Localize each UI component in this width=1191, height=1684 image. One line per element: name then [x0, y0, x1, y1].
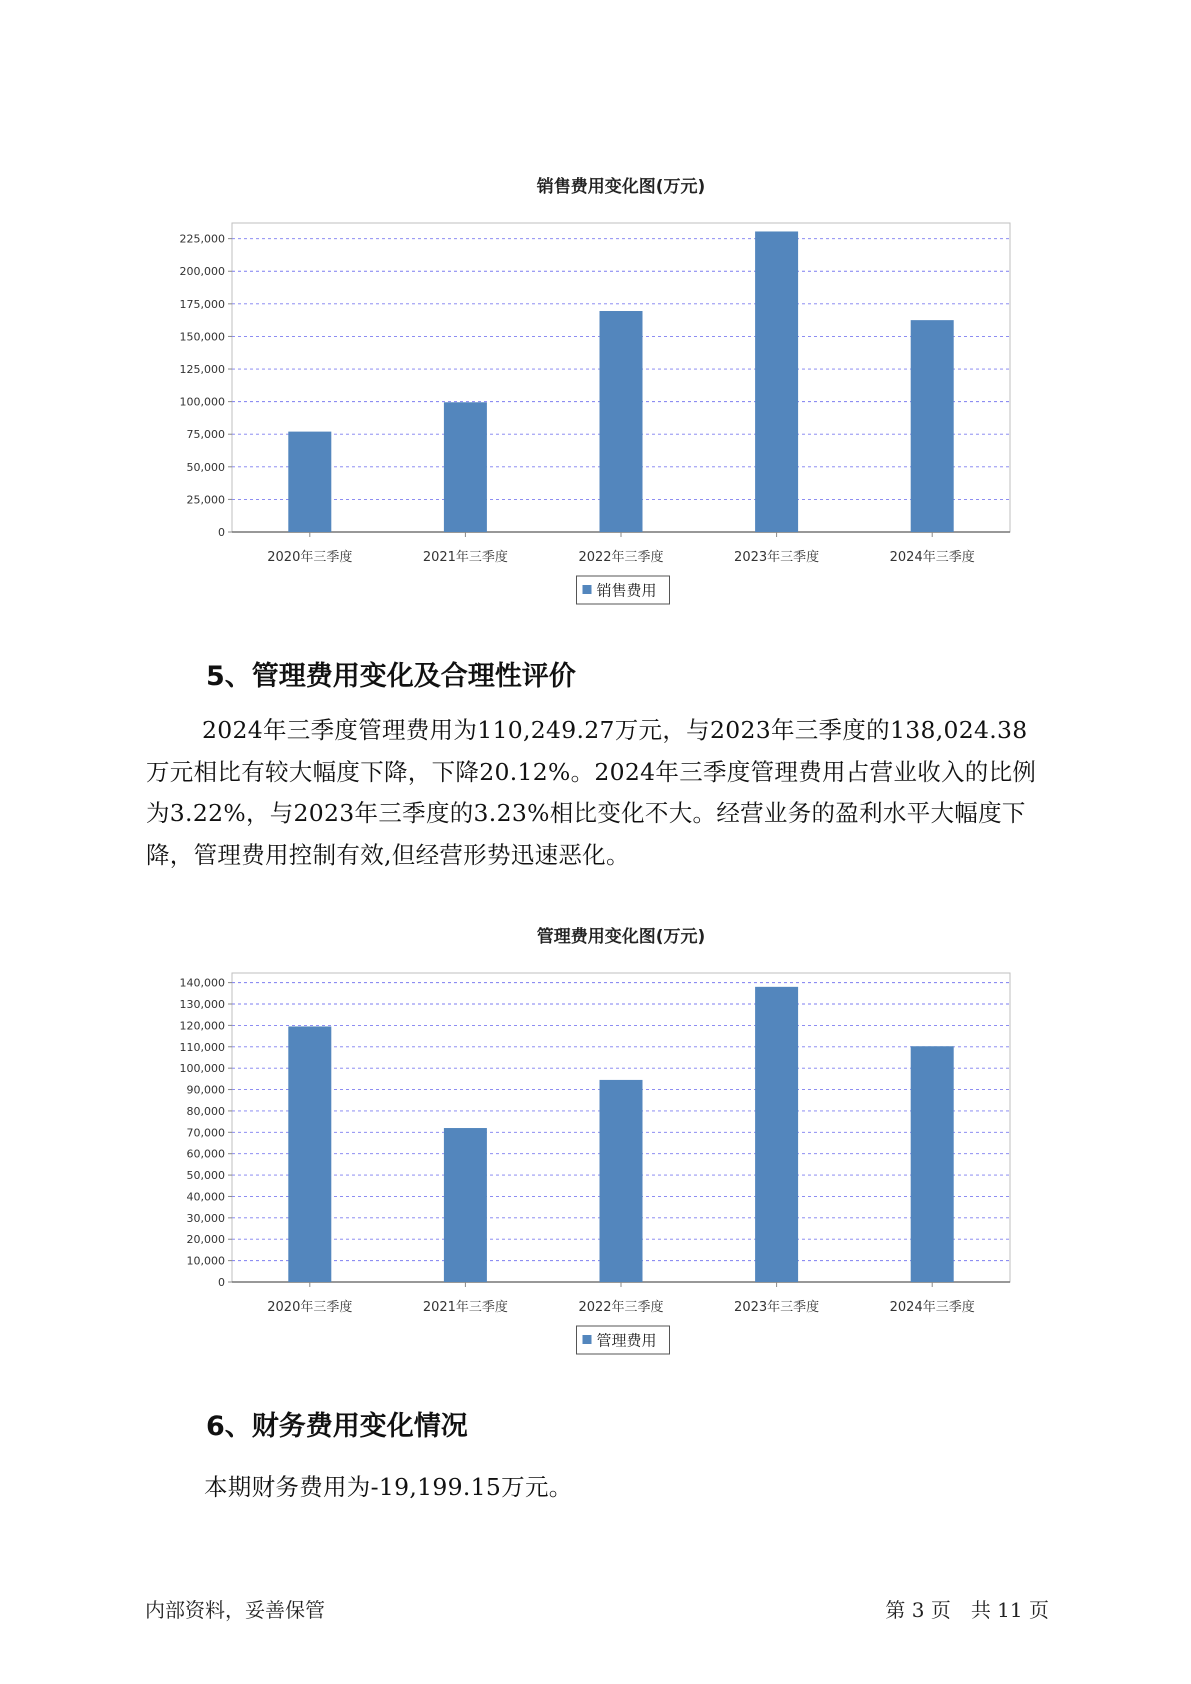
sales-expense-chart [0, 160, 1191, 620]
section5-heading: 5、管理费用变化及合理性评价 [206, 661, 576, 692]
y-tick-label: 120,000 [179, 1019, 225, 1033]
chart-title: 销售费用变化图(万元) [536, 177, 706, 197]
bar [444, 1128, 487, 1282]
section6-paragraph: 本期财务费用为-19,199.15万元。 [204, 1473, 573, 1501]
bar [288, 432, 331, 532]
footer-page-number: 第 3 页 共 11 页 [885, 1598, 1049, 1622]
bar [911, 1046, 954, 1282]
y-tick-label: 20,000 [186, 1233, 225, 1247]
y-tick-label: 100,000 [179, 1062, 225, 1076]
x-tick-label: 2021年三季度 [422, 550, 508, 565]
bar [288, 1026, 331, 1282]
y-tick-label: 90,000 [186, 1083, 225, 1097]
legend-swatch [583, 1335, 592, 1344]
legend [577, 1326, 670, 1354]
admin-expense-chart [0, 910, 1191, 1370]
section6-heading: 6、财务费用变化情况 [206, 1411, 468, 1442]
y-tick-label: 50,000 [186, 460, 225, 474]
y-tick-label: 175,000 [179, 297, 225, 311]
bar [755, 987, 798, 1282]
y-tick-label: 200,000 [179, 265, 225, 279]
y-tick-label: 130,000 [179, 998, 225, 1012]
y-tick-label: 225,000 [179, 232, 225, 246]
x-tick-label: 2023年三季度 [734, 1300, 820, 1315]
bar [600, 1080, 643, 1282]
sales-expense-chart-svg [0, 160, 1191, 620]
y-tick-label: 30,000 [186, 1211, 225, 1225]
bar [911, 320, 954, 532]
y-tick-label: 10,000 [186, 1254, 225, 1268]
x-tick-label: 2020年三季度 [267, 1300, 353, 1315]
x-tick-label: 2023年三季度 [734, 550, 820, 565]
y-tick-label: 70,000 [186, 1126, 225, 1140]
bar [600, 311, 643, 532]
y-tick-label: 100,000 [179, 395, 225, 409]
y-tick-label: 40,000 [186, 1190, 225, 1204]
y-tick-label: 50,000 [186, 1169, 225, 1183]
y-tick-label: 125,000 [179, 363, 225, 377]
legend-label: 管理费用 [596, 1331, 657, 1350]
y-tick-label: 80,000 [186, 1104, 225, 1118]
bar [755, 231, 798, 532]
y-tick-label: 0 [218, 526, 225, 539]
x-tick-label: 2022年三季度 [578, 1300, 664, 1315]
y-tick-label: 75,000 [186, 428, 225, 442]
legend-swatch [583, 585, 592, 594]
x-tick-label: 2024年三季度 [889, 550, 975, 565]
chart-title: 管理费用变化图(万元) [536, 927, 706, 947]
y-tick-label: 0 [218, 1276, 225, 1289]
x-tick-label: 2020年三季度 [267, 550, 353, 565]
y-tick-label: 140,000 [179, 976, 225, 990]
section5-paragraph: 2024年三季度管理费用为110,249.27万元，与2023年三季度的138,024.38万元相比有较大幅度下降，下降20.12%。2024年三季度管理费用占营业收入的比例为3.22%，与2023年三季度的3.23%相比变化不大。经营业务的盈利水平大幅度下降，管理费用控制有效,但经营形势迅速恶化。 [146, 716, 1037, 869]
x-tick-label: 2021年三季度 [422, 1300, 508, 1315]
admin-expense-chart-svg [0, 910, 1191, 1370]
legend [577, 576, 670, 604]
y-tick-label: 110,000 [179, 1040, 225, 1054]
footer-confidential-note: 内部资料，妥善保管 [145, 1598, 325, 1622]
y-tick-label: 60,000 [186, 1147, 225, 1161]
bar [444, 402, 487, 532]
x-tick-label: 2024年三季度 [889, 1300, 975, 1315]
y-tick-label: 25,000 [186, 493, 225, 507]
y-tick-label: 150,000 [179, 330, 225, 344]
legend-label: 销售费用 [596, 581, 657, 600]
x-tick-label: 2022年三季度 [578, 550, 664, 565]
